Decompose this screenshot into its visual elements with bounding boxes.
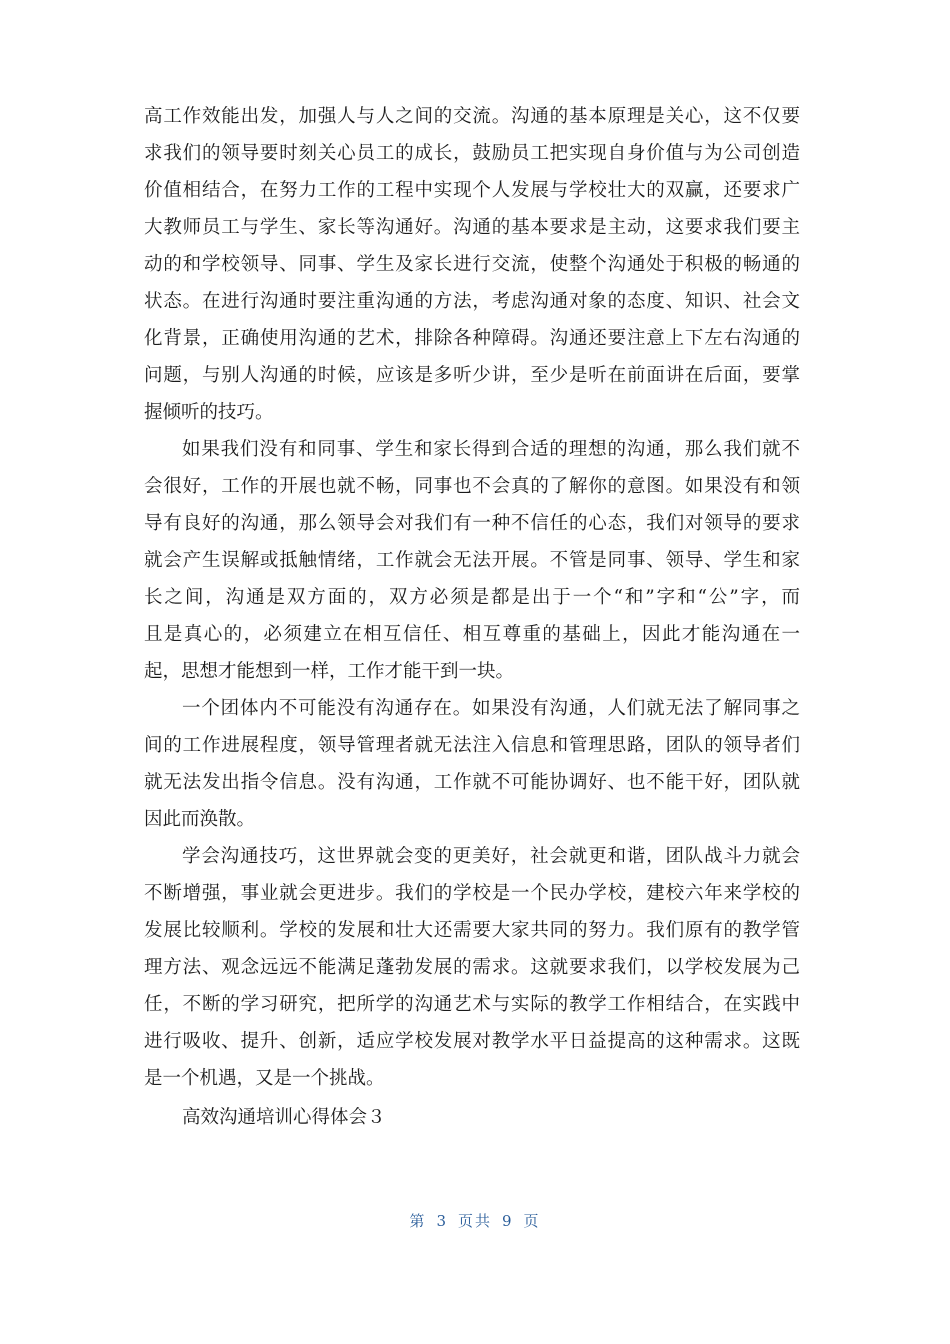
text-line: 因此而涣散。 xyxy=(144,809,256,830)
text-line: 问题，与别人沟通的时候，应该是多听少讲，至少是听在前面讲在后面，要掌 xyxy=(144,365,800,386)
footer-middle: 页共 xyxy=(457,1212,492,1230)
text-line: 理方法、观念远远不能满足蓬勃发展的需求。这就要求我们，以学校发展为己 xyxy=(144,957,800,978)
footer-prefix: 第 xyxy=(409,1212,427,1230)
text-line: 学会沟通技巧，这世界就会变的更美好，社会就更和谐，团队战斗力就会 xyxy=(182,846,800,867)
text-line: 握倾听的技巧。 xyxy=(144,402,274,423)
text-line: 求我们的领导要时刻关心员工的成长，鼓励员工把实现自身价值与为公司创造 xyxy=(144,143,800,164)
paragraph-2 xyxy=(144,431,800,690)
text-line: 起，思想才能想到一样，工作才能干到一块。 xyxy=(144,661,515,682)
paragraph-3 xyxy=(144,690,800,838)
page-footer xyxy=(0,1210,950,1231)
section-heading: 高效沟通培训心得体会３ xyxy=(182,1107,386,1128)
text-line: 化背景，正确使用沟通的艺术，排除各种障碍。沟通还要注意上下左右沟通的 xyxy=(144,328,800,349)
footer-suffix: 页 xyxy=(523,1212,541,1230)
text-line: 如果我们没有和同事、学生和家长得到合适的理想的沟通，那么我们就不 xyxy=(182,439,800,460)
paragraph-4 xyxy=(144,838,800,1097)
total-page-count: 9 xyxy=(502,1212,514,1230)
text-line: 高工作效能出发，加强人与人之间的交流。沟通的基本原理是关心，这不仅要 xyxy=(144,106,800,127)
text-line: 且是真心的，必须建立在相互信任、相互尊重的基础上，因此才能沟通在一 xyxy=(144,624,800,645)
current-page-number: 3 xyxy=(436,1212,448,1230)
text-line: 任，不断的学习研究，把所学的沟通艺术与实际的教学工作相结合，在实践中 xyxy=(144,994,800,1015)
text-line: 是一个机遇，又是一个挑战。 xyxy=(144,1068,385,1089)
text-line: 会很好，工作的开展也就不畅，同事也不会真的了解你的意图。如果没有和领 xyxy=(144,476,800,497)
text-line: 长之间，沟通是双方面的，双方必须是都是出于一个“和”字和“公”字，而 xyxy=(144,587,800,608)
text-line: 间的工作进展程度，领导管理者就无法注入信息和管理思路，团队的领导者们 xyxy=(144,735,800,756)
text-line: 一个团体内不可能没有沟通存在。如果没有沟通，人们就无法了解同事之 xyxy=(182,698,800,719)
text-line: 动的和学校领导、同事、学生及家长进行交流，使整个沟通处于积极的畅通的 xyxy=(144,254,800,275)
document-body xyxy=(144,98,800,1136)
text-line: 进行吸收、提升、创新，适应学校发展对教学水平日益提高的这种需求。这既 xyxy=(144,1031,800,1052)
text-line: 价值相结合，在努力工作的工程中实现个人发展与学校壮大的双赢，还要求广 xyxy=(144,180,800,201)
paragraph-1 xyxy=(144,98,800,431)
text-line: 不断增强，事业就会更进步。我们的学校是一个民办学校，建校六年来学校的 xyxy=(144,883,800,904)
text-line: 就无法发出指令信息。没有沟通，工作就不可能协调好、也不能干好，团队就 xyxy=(144,772,800,793)
text-line: 就会产生误解或抵触情绪，工作就会无法开展。不管是同事、领导、学生和家 xyxy=(144,550,800,571)
text-line: 发展比较顺利。学校的发展和壮大还需要大家共同的努力。我们原有的教学管 xyxy=(144,920,800,941)
text-line: 导有良好的沟通，那么领导会对我们有一种不信任的心态，我们对领导的要求 xyxy=(144,513,800,534)
text-line: 状态。在进行沟通时要注重沟通的方法，考虑沟通对象的态度、知识、社会文 xyxy=(144,291,800,312)
text-line: 大教师员工与学生、家长等沟通好。沟通的基本要求是主动，这要求我们要主 xyxy=(144,217,800,238)
